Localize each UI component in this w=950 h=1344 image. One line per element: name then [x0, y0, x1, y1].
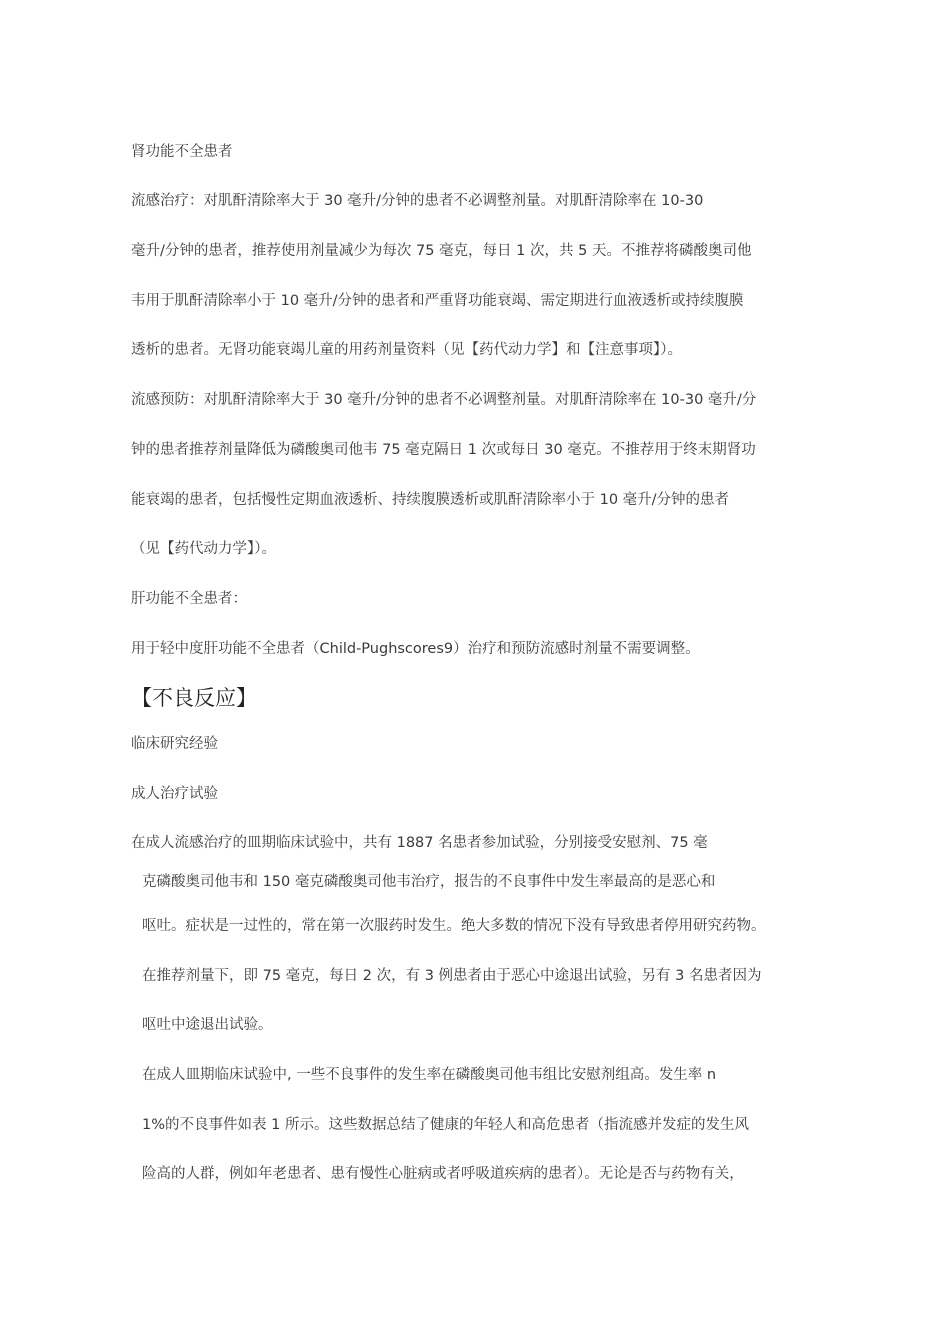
- paragraph-line: 在成人流感治疗的皿期临床试验中，共有 1887 名患者参加试验，分别接受安慰剂、75 毫: [131, 835, 708, 851]
- paragraph-line: 韦用于肌酐清除率小于 10 毫升/分钟的患者和严重肾功能衰竭、需定期进行血液透析或持续腹膜: [131, 293, 744, 309]
- renal-title: 肾功能不全患者: [131, 144, 233, 160]
- paragraph-line: 呕吐。症状是一过性的，常在第一次服药时发生。绝大多数的情况下没有导致患者停用研究药物。: [142, 918, 766, 934]
- paragraph-line: （见【药代动力学】）。: [131, 541, 276, 557]
- paragraph-line: 呕吐中途退出试验。: [142, 1017, 273, 1033]
- paragraph-line: 能衰竭的患者，包括慢性定期血液透析、持续腹膜透析或肌酐清除率小于 10 毫升/分钟的患者: [131, 492, 730, 508]
- paragraph-line: 毫升/分钟的患者，推荐使用剂量减少为每次 75 毫克，每日 1 次，共 5 天。不推荐将磷酸奥司他: [131, 243, 752, 259]
- paragraph-line: 险高的人群，例如年老患者、患有慢性心脏病或者呼吸道疾病的患者）。无论是否与药物有关，: [142, 1166, 744, 1182]
- paragraph-line: 克磷酸奥司他韦和 150 毫克磷酸奥司他韦治疗，报告的不良事件中发生率最高的是恶心和: [142, 874, 716, 890]
- clinical-title: 临床研究经验: [131, 736, 218, 752]
- paragraph-line: 在成人皿期临床试验中, 一些不良事件的发生率在磷酸奥司他韦组比安慰剂组高。发生率 n: [142, 1067, 717, 1083]
- paragraph-line: 透析的患者。无肾功能衰竭儿童的用药剂量资料（见【药代动力学】和【注意事项】）。: [131, 342, 682, 358]
- adverse-reactions-heading: 【不良反应】: [131, 686, 257, 710]
- hepatic-title: 肝功能不全患者：: [131, 591, 247, 607]
- paragraph-line: 流感预防：对肌酐清除率大于 30 毫升/分钟的患者不必调整剂量。对肌酐清除率在 10-30 毫升/分: [131, 392, 757, 408]
- paragraph-line: 流感治疗：对肌酐清除率大于 30 毫升/分钟的患者不必调整剂量。对肌酐清除率在 10-30: [131, 193, 704, 209]
- paragraph-line: 在推荐剂量下，即 75 毫克，每日 2 次，有 3 例患者由于恶心中途退出试验，另有 3 名患者因为: [142, 968, 762, 984]
- paragraph-line: 1%的不良事件如表 1 所示。这些数据总结了健康的年轻人和高危患者（指流感并发症的发生风: [142, 1117, 749, 1133]
- paragraph-line: 钟的患者推荐剂量降低为磷酸奥司他韦 75 毫克隔日 1 次或每日 30 毫克。不推荐用于终末期肾功: [131, 442, 756, 458]
- hepatic-text: 用于轻中度肝功能不全患者（Child-Pughscores9）治疗和预防流感时剂量不需要调整。: [131, 641, 700, 657]
- adult-title: 成人治疗试验: [131, 786, 218, 802]
